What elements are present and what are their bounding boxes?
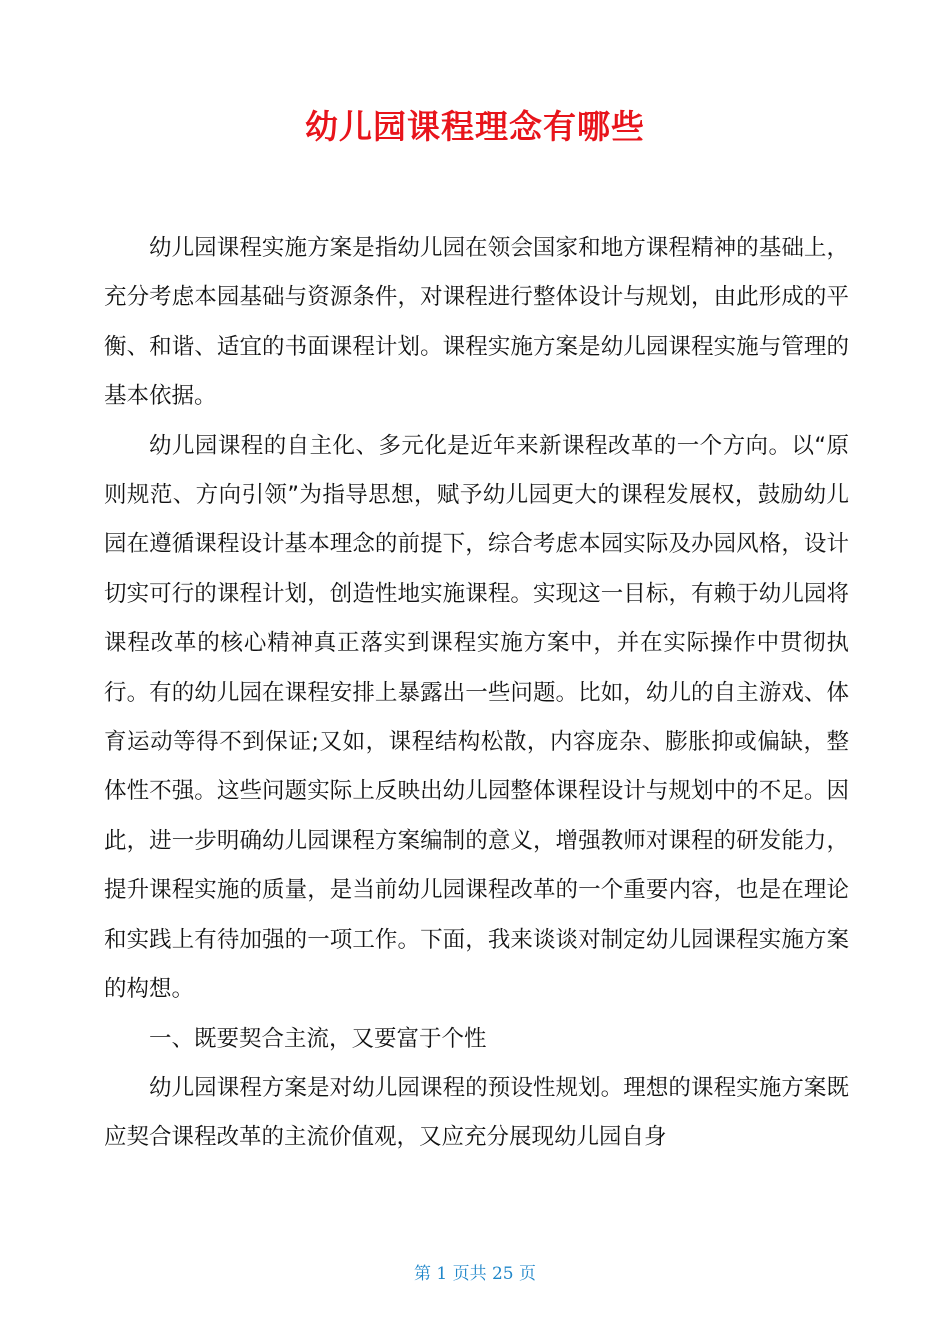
section-heading-1: 一、既要契合主流，又要富于个性 [149, 1025, 487, 1052]
paragraph-2: 幼儿园课程的自主化、多元化是近年来新课程改革的一个方向。以“原则规范、方向引领”为指导思想，赋予幼儿园更大的课程发展权，鼓励幼儿园在遵循课程设计基本理念的前提下，综合考虑本园实际及办园风格，设计切实可行的课程计划，创造性地实施课程。实现这一目标，有赖于幼儿园将课程改革的核心精神真正落实到课程实施方案中，并在实际操作中贯彻执行。有的幼儿园在课程安排上暴露出一些问题。比如，幼儿的自主游戏、体育运动等得不到保证;又如，课程结构松散，内容庞杂、膨胀抑或偏缺，整体性不强。这些问题实际上反映出幼儿园整体课程设计与规划中的不足。因此，进一步明确幼儿园课程方案编制的意义，增强教师对课程的研发能力，提升课程实施的质量，是当前幼儿园课程改革的一个重要内容，也是在理论和实践上有待加强的一项工作。下面，我来谈谈对制定幼儿园课程实施方案的构想。 [104, 432, 849, 1003]
paragraph-1: 幼儿园课程实施方案是指幼儿园在领会国家和地方课程精神的基础上，充分考虑本园基础与资源条件，对课程进行整体设计与规划，由此形成的平衡、和谐、适宜的书面课程计划。课程实施方案是幼儿园课程实施与管理的基本依据。 [104, 235, 849, 410]
document-title: 幼儿园课程理念有哪些 [305, 107, 645, 146]
paragraph-3: 幼儿园课程方案是对幼儿园课程的预设性规划。理想的课程实施方案既应契合课程改革的主流价值观，又应充分展现幼儿园自身 [104, 1074, 849, 1151]
document-body [104, 224, 849, 1163]
page-number-footer: 第 1 页共 25 页 [413, 1264, 537, 1284]
